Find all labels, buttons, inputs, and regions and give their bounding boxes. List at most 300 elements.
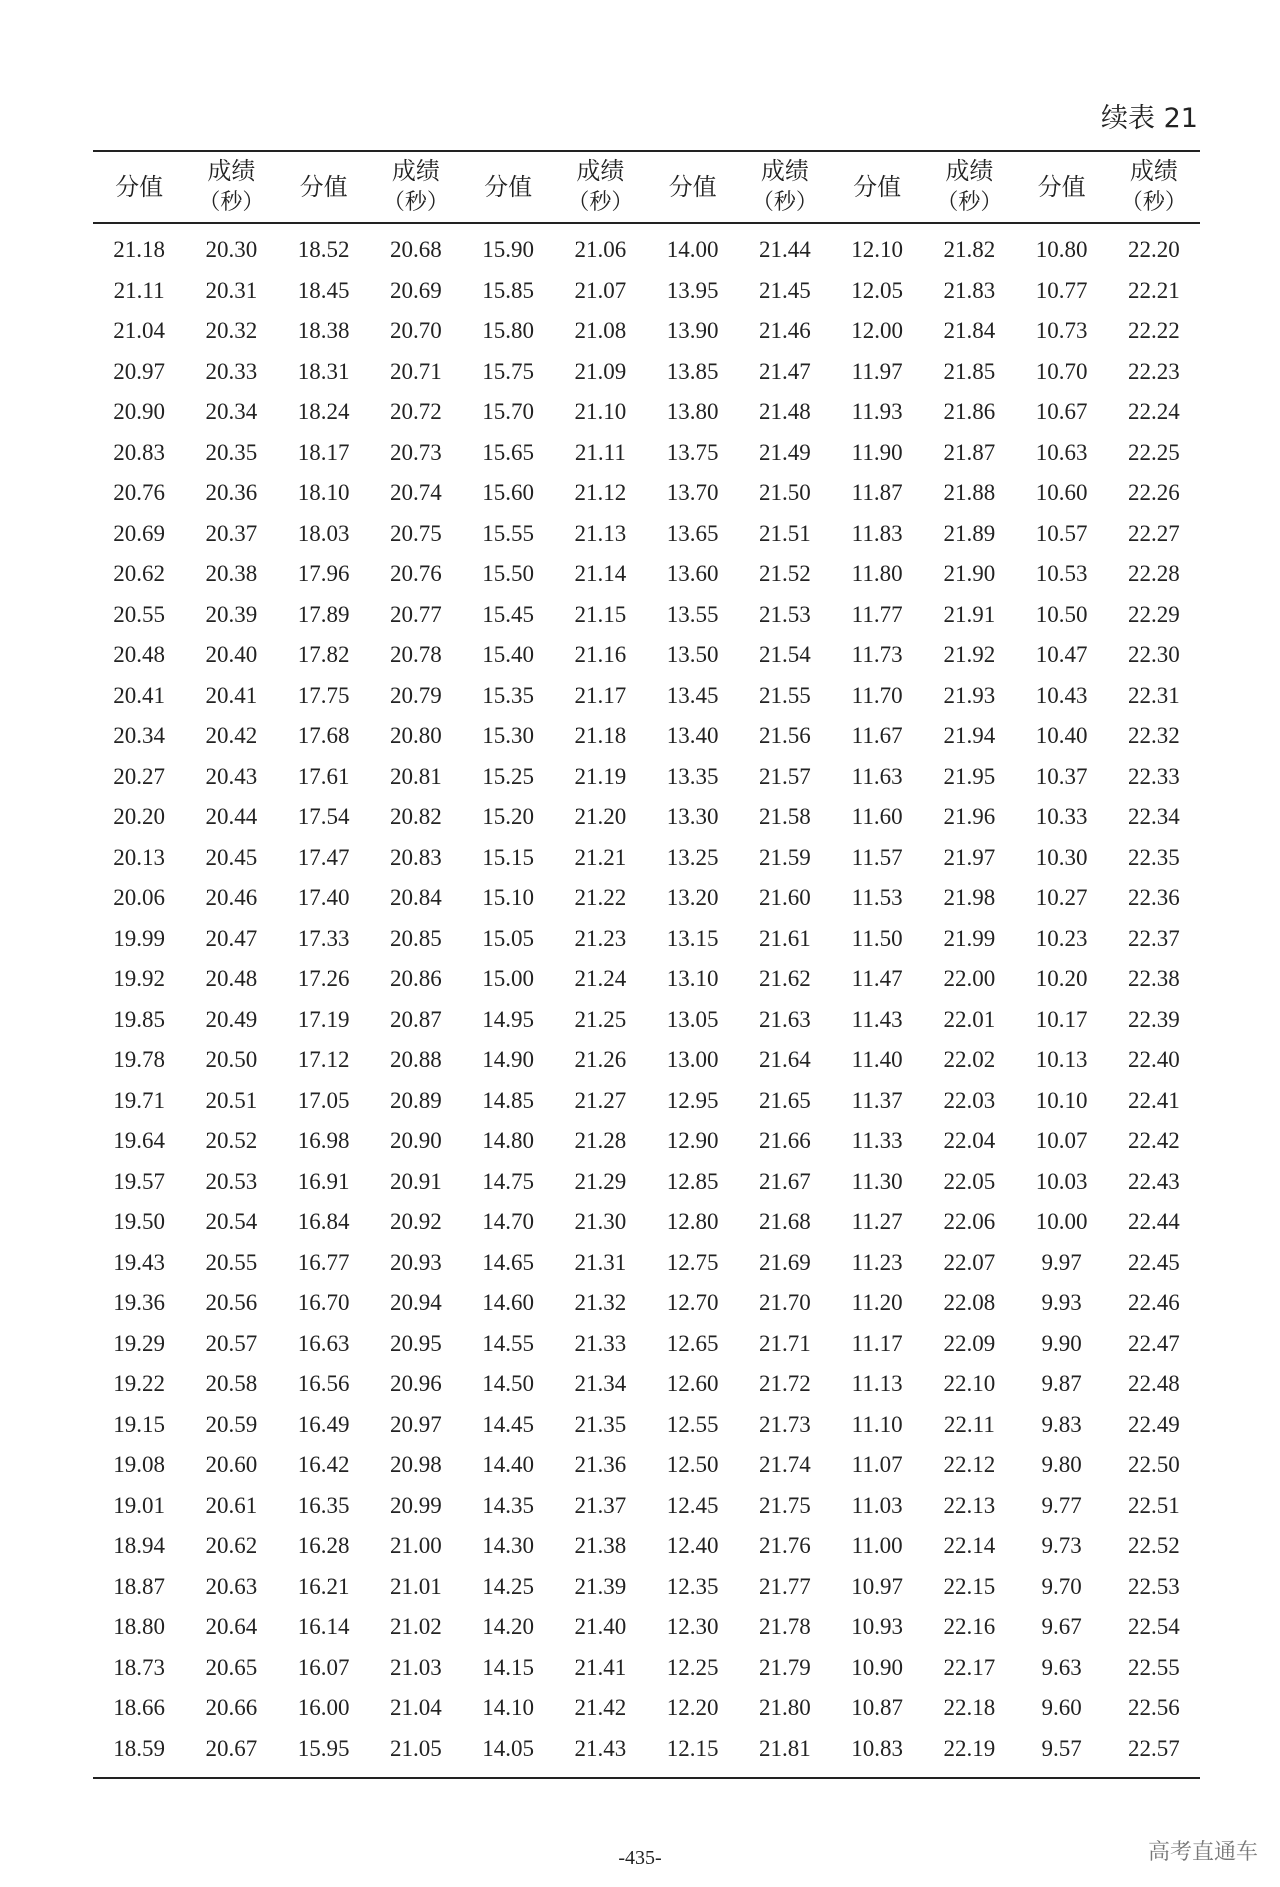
result-cell: 21.54 bbox=[759, 642, 811, 667]
result-cell: 22.44 bbox=[1128, 1209, 1180, 1234]
result-cell: 21.33 bbox=[574, 1330, 627, 1356]
table-row bbox=[93, 1607, 1200, 1648]
score-cell: 14.70 bbox=[482, 1209, 534, 1234]
header-result-unit: （秒） bbox=[567, 190, 634, 215]
score-cell: 17.61 bbox=[297, 763, 350, 789]
result-cell: 21.57 bbox=[759, 763, 811, 789]
result-cell: 20.79 bbox=[390, 682, 442, 708]
score-cell: 14.15 bbox=[482, 1654, 534, 1680]
score-cell: 10.93 bbox=[851, 1614, 903, 1639]
score-cell: 10.33 bbox=[1035, 804, 1088, 829]
result-cell: 21.71 bbox=[759, 1330, 811, 1356]
table-row bbox=[93, 514, 1200, 555]
score-cell: 11.67 bbox=[851, 723, 903, 748]
result-cell: 21.38 bbox=[574, 1533, 627, 1558]
result-cell: 21.37 bbox=[574, 1492, 627, 1518]
score-cell: 9.57 bbox=[1041, 1735, 1082, 1761]
score-cell: 11.17 bbox=[851, 1330, 903, 1356]
result-cell: 20.37 bbox=[205, 520, 258, 546]
result-cell: 20.74 bbox=[390, 480, 442, 505]
score-cell: 19.29 bbox=[113, 1330, 165, 1356]
score-cell: 13.90 bbox=[666, 318, 719, 343]
score-cell: 15.00 bbox=[482, 966, 534, 991]
score-cell: 11.73 bbox=[851, 642, 903, 667]
result-cell: 21.27 bbox=[574, 1087, 627, 1113]
result-cell: 21.18 bbox=[574, 723, 627, 748]
result-cell: 20.86 bbox=[390, 966, 442, 991]
result-cell: 20.53 bbox=[205, 1168, 258, 1194]
result-cell: 21.63 bbox=[759, 1006, 811, 1032]
score-cell: 9.60 bbox=[1041, 1695, 1082, 1720]
result-cell: 20.45 bbox=[205, 844, 258, 870]
result-cell: 20.83 bbox=[390, 844, 442, 870]
score-cell: 11.93 bbox=[851, 399, 903, 424]
table-row bbox=[93, 1081, 1200, 1122]
result-cell: 21.16 bbox=[574, 642, 627, 667]
score-cell: 15.05 bbox=[482, 925, 534, 951]
result-cell: 21.81 bbox=[759, 1735, 811, 1761]
result-cell: 22.18 bbox=[943, 1695, 996, 1720]
score-cell: 13.80 bbox=[666, 399, 719, 424]
result-cell: 21.15 bbox=[574, 601, 627, 627]
score-cell: 15.55 bbox=[482, 520, 534, 546]
result-cell: 21.62 bbox=[759, 966, 811, 991]
result-cell: 22.38 bbox=[1128, 966, 1180, 991]
score-cell: 17.40 bbox=[297, 885, 350, 910]
score-cell: 14.00 bbox=[666, 237, 719, 262]
result-cell: 22.11 bbox=[943, 1411, 995, 1437]
result-cell: 20.41 bbox=[205, 682, 258, 708]
result-cell: 22.20 bbox=[1128, 237, 1180, 262]
score-cell: 18.80 bbox=[113, 1614, 165, 1639]
score-cell: 16.70 bbox=[297, 1290, 350, 1315]
table-row bbox=[93, 1121, 1200, 1162]
result-cell: 21.50 bbox=[759, 480, 811, 505]
result-cell: 22.13 bbox=[943, 1492, 996, 1518]
result-cell: 21.25 bbox=[574, 1006, 627, 1032]
result-cell: 22.27 bbox=[1128, 520, 1180, 546]
result-cell: 22.29 bbox=[1128, 601, 1180, 627]
result-cell: 20.64 bbox=[205, 1614, 258, 1639]
score-cell: 17.96 bbox=[297, 561, 350, 586]
result-cell: 22.03 bbox=[943, 1087, 996, 1113]
score-cell: 16.21 bbox=[297, 1573, 350, 1599]
score-cell: 9.97 bbox=[1041, 1249, 1082, 1275]
score-cell: 12.95 bbox=[666, 1087, 719, 1113]
score-cell: 19.08 bbox=[113, 1452, 165, 1477]
score-cell: 9.83 bbox=[1041, 1411, 1082, 1437]
result-cell: 21.78 bbox=[759, 1614, 811, 1639]
result-cell: 20.50 bbox=[205, 1047, 258, 1072]
header-score: 分值 bbox=[668, 173, 717, 201]
result-cell: 21.87 bbox=[943, 439, 996, 465]
result-cell: 20.57 bbox=[205, 1330, 258, 1356]
result-cell: 21.52 bbox=[759, 561, 811, 586]
table-row bbox=[93, 1405, 1200, 1446]
header-result-label: 成绩 bbox=[576, 157, 625, 185]
score-cell: 12.75 bbox=[666, 1249, 719, 1275]
result-cell: 21.09 bbox=[574, 358, 627, 384]
result-cell: 20.80 bbox=[390, 723, 442, 748]
result-cell: 21.19 bbox=[574, 763, 627, 789]
score-cell: 10.10 bbox=[1035, 1087, 1088, 1113]
table-row bbox=[93, 838, 1200, 879]
score-cell: 11.57 bbox=[851, 844, 903, 870]
result-cell: 20.39 bbox=[205, 601, 258, 627]
result-cell: 20.63 bbox=[205, 1573, 258, 1599]
header-result-unit: （秒） bbox=[198, 190, 265, 215]
score-cell: 14.85 bbox=[482, 1087, 534, 1113]
result-cell: 21.42 bbox=[574, 1695, 627, 1720]
result-cell: 22.41 bbox=[1128, 1087, 1180, 1113]
result-cell: 20.58 bbox=[205, 1371, 258, 1396]
result-cell: 22.43 bbox=[1128, 1168, 1180, 1194]
result-cell: 21.97 bbox=[943, 844, 996, 870]
result-cell: 21.35 bbox=[574, 1411, 627, 1437]
score-cell: 12.85 bbox=[666, 1168, 719, 1194]
score-cell: 20.62 bbox=[113, 561, 165, 586]
table-caption: 续表 21 bbox=[1101, 103, 1198, 134]
score-cell: 14.40 bbox=[482, 1452, 534, 1477]
page-number: -435- bbox=[618, 1847, 662, 1869]
score-cell: 9.93 bbox=[1041, 1290, 1082, 1315]
score-cell: 14.10 bbox=[482, 1695, 534, 1720]
table-row bbox=[93, 1202, 1200, 1243]
score-cell: 11.87 bbox=[851, 480, 903, 505]
score-cell: 18.45 bbox=[297, 277, 350, 303]
score-cell: 16.91 bbox=[297, 1168, 350, 1194]
result-cell: 20.35 bbox=[205, 439, 258, 465]
score-cell: 15.30 bbox=[482, 723, 534, 748]
score-cell: 18.17 bbox=[297, 439, 350, 465]
result-cell: 21.75 bbox=[759, 1492, 811, 1518]
result-cell: 20.66 bbox=[205, 1695, 258, 1720]
score-cell: 15.15 bbox=[482, 844, 534, 870]
header-result-label: 成绩 bbox=[391, 157, 440, 185]
result-cell: 20.85 bbox=[390, 925, 442, 951]
table-row bbox=[93, 878, 1200, 919]
result-cell: 20.62 bbox=[205, 1533, 258, 1558]
score-cell: 13.50 bbox=[666, 642, 719, 667]
result-cell: 22.56 bbox=[1128, 1695, 1180, 1720]
result-cell: 21.11 bbox=[574, 439, 626, 465]
result-cell: 21.22 bbox=[574, 885, 627, 910]
score-cell: 11.47 bbox=[851, 966, 903, 991]
score-cell: 13.00 bbox=[666, 1047, 719, 1072]
score-cell: 11.10 bbox=[851, 1411, 903, 1437]
result-cell: 21.99 bbox=[943, 925, 996, 951]
table-body bbox=[93, 223, 1200, 1778]
result-cell: 21.10 bbox=[574, 399, 627, 424]
score-cell: 20.48 bbox=[113, 642, 165, 667]
header-row bbox=[93, 151, 1200, 223]
score-cell: 14.90 bbox=[482, 1047, 534, 1072]
header-result bbox=[923, 151, 1015, 223]
result-cell: 20.77 bbox=[390, 601, 442, 627]
score-cell: 19.99 bbox=[113, 925, 165, 951]
score-cell: 12.40 bbox=[666, 1533, 719, 1558]
score-cell: 19.64 bbox=[113, 1128, 165, 1153]
result-cell: 20.42 bbox=[205, 723, 258, 748]
score-cell: 15.95 bbox=[297, 1735, 350, 1761]
score-cell: 10.07 bbox=[1035, 1128, 1088, 1153]
table-row bbox=[93, 1000, 1200, 1041]
result-cell: 21.82 bbox=[943, 237, 996, 262]
score-cell: 10.77 bbox=[1035, 277, 1088, 303]
score-cell: 11.43 bbox=[851, 1006, 903, 1032]
result-cell: 21.29 bbox=[574, 1168, 627, 1194]
score-cell: 13.20 bbox=[666, 885, 719, 910]
score-cell: 19.15 bbox=[113, 1411, 165, 1437]
result-cell: 22.25 bbox=[1128, 439, 1180, 465]
score-cell: 20.20 bbox=[113, 804, 165, 829]
result-cell: 20.88 bbox=[390, 1047, 442, 1072]
result-cell: 20.55 bbox=[205, 1249, 258, 1275]
score-cell: 12.15 bbox=[666, 1735, 719, 1761]
result-cell: 20.36 bbox=[205, 480, 258, 505]
result-cell: 21.94 bbox=[943, 723, 996, 748]
result-cell: 22.23 bbox=[1128, 358, 1180, 384]
score-cell: 11.80 bbox=[851, 561, 903, 586]
table-row bbox=[93, 223, 1200, 271]
result-cell: 21.72 bbox=[759, 1371, 811, 1396]
result-cell: 22.10 bbox=[943, 1371, 996, 1396]
table-row bbox=[93, 271, 1200, 312]
header-result-label: 成绩 bbox=[945, 157, 994, 185]
result-cell: 21.51 bbox=[759, 520, 811, 546]
score-cell: 13.95 bbox=[666, 277, 719, 303]
result-cell: 20.30 bbox=[205, 237, 258, 262]
score-cell: 16.49 bbox=[297, 1411, 350, 1437]
score-cell: 11.37 bbox=[851, 1087, 903, 1113]
result-cell: 20.81 bbox=[390, 763, 442, 789]
score-cell: 19.85 bbox=[113, 1006, 165, 1032]
result-cell: 21.68 bbox=[759, 1209, 811, 1234]
result-cell: 22.32 bbox=[1128, 723, 1180, 748]
result-cell: 22.52 bbox=[1128, 1533, 1180, 1558]
result-cell: 21.79 bbox=[759, 1654, 811, 1680]
score-cell: 21.18 bbox=[113, 237, 165, 262]
score-cell: 13.70 bbox=[666, 480, 719, 505]
result-cell: 21.04 bbox=[390, 1695, 442, 1720]
score-cell: 18.59 bbox=[113, 1735, 165, 1761]
score-cell: 14.20 bbox=[482, 1614, 534, 1639]
result-cell: 21.47 bbox=[759, 358, 811, 384]
score-cell: 16.14 bbox=[297, 1614, 350, 1639]
score-cell: 20.06 bbox=[113, 885, 165, 910]
score-cell: 10.90 bbox=[851, 1654, 903, 1680]
result-cell: 22.54 bbox=[1128, 1614, 1180, 1639]
result-cell: 20.97 bbox=[390, 1411, 442, 1437]
score-cell: 10.87 bbox=[851, 1695, 903, 1720]
result-cell: 21.69 bbox=[759, 1249, 811, 1275]
score-cell: 10.53 bbox=[1035, 561, 1088, 586]
score-cell: 10.40 bbox=[1035, 723, 1088, 748]
score-cell: 14.25 bbox=[482, 1573, 534, 1599]
table-header bbox=[93, 151, 1200, 223]
score-cell: 11.23 bbox=[851, 1249, 903, 1275]
score-cell: 13.10 bbox=[666, 966, 719, 991]
score-cell: 9.80 bbox=[1041, 1452, 1082, 1477]
table-row bbox=[93, 757, 1200, 798]
result-cell: 21.91 bbox=[943, 601, 996, 627]
result-cell: 22.34 bbox=[1128, 804, 1180, 829]
result-cell: 20.99 bbox=[390, 1492, 442, 1518]
result-cell: 20.71 bbox=[390, 358, 442, 384]
result-cell: 21.73 bbox=[759, 1411, 811, 1437]
result-cell: 20.49 bbox=[205, 1006, 258, 1032]
score-cell: 18.38 bbox=[297, 318, 350, 343]
result-cell: 21.46 bbox=[759, 318, 811, 343]
result-cell: 22.39 bbox=[1128, 1006, 1180, 1032]
score-cell: 14.80 bbox=[482, 1128, 534, 1153]
result-cell: 20.98 bbox=[390, 1452, 442, 1477]
score-cell: 16.56 bbox=[297, 1371, 350, 1396]
header-result bbox=[554, 151, 646, 223]
score-cell: 10.23 bbox=[1035, 925, 1088, 951]
table-row bbox=[93, 1526, 1200, 1567]
score-cell: 12.35 bbox=[666, 1573, 719, 1599]
result-cell: 20.51 bbox=[205, 1087, 258, 1113]
header-result bbox=[739, 151, 831, 223]
score-cell: 12.30 bbox=[666, 1614, 719, 1639]
result-cell: 22.15 bbox=[943, 1573, 996, 1599]
score-cell: 12.25 bbox=[666, 1654, 719, 1680]
result-cell: 21.02 bbox=[390, 1614, 442, 1639]
header-result bbox=[1108, 151, 1200, 223]
result-cell: 21.00 bbox=[390, 1533, 442, 1558]
score-cell: 10.60 bbox=[1035, 480, 1088, 505]
result-cell: 21.26 bbox=[574, 1047, 627, 1072]
score-cell: 9.67 bbox=[1041, 1614, 1082, 1639]
score-cell: 11.07 bbox=[851, 1452, 903, 1477]
score-cell: 16.84 bbox=[297, 1209, 350, 1234]
result-cell: 21.53 bbox=[759, 601, 811, 627]
score-cell: 12.80 bbox=[666, 1209, 719, 1234]
result-cell: 22.53 bbox=[1128, 1573, 1180, 1599]
result-cell: 20.33 bbox=[205, 358, 258, 384]
score-cell: 20.90 bbox=[113, 399, 165, 424]
result-cell: 22.07 bbox=[943, 1249, 996, 1275]
result-cell: 22.45 bbox=[1128, 1249, 1180, 1275]
result-cell: 21.66 bbox=[759, 1128, 811, 1153]
score-cell: 20.97 bbox=[113, 358, 165, 384]
score-cell: 10.17 bbox=[1035, 1006, 1088, 1032]
score-cell: 15.25 bbox=[482, 763, 534, 789]
table-row bbox=[93, 919, 1200, 960]
table-row bbox=[93, 352, 1200, 393]
score-cell: 13.60 bbox=[666, 561, 719, 586]
score-cell: 11.70 bbox=[851, 682, 903, 708]
score-cell: 10.43 bbox=[1035, 682, 1088, 708]
result-cell: 20.92 bbox=[390, 1209, 442, 1234]
score-cell: 19.22 bbox=[113, 1371, 165, 1396]
header-score: 分值 bbox=[299, 173, 348, 201]
score-cell: 14.65 bbox=[482, 1249, 534, 1275]
result-cell: 21.58 bbox=[759, 804, 811, 829]
score-cell: 19.57 bbox=[113, 1168, 165, 1194]
result-cell: 21.61 bbox=[759, 925, 811, 951]
header-result-unit: （秒） bbox=[751, 190, 818, 215]
result-cell: 20.61 bbox=[205, 1492, 258, 1518]
score-cell: 19.71 bbox=[113, 1087, 165, 1113]
score-cell: 16.07 bbox=[297, 1654, 350, 1680]
score-cell: 10.27 bbox=[1035, 885, 1088, 910]
result-cell: 21.12 bbox=[574, 480, 627, 505]
score-cell: 20.41 bbox=[113, 682, 165, 708]
result-cell: 21.41 bbox=[574, 1654, 627, 1680]
result-cell: 20.65 bbox=[205, 1654, 258, 1680]
result-cell: 20.93 bbox=[390, 1249, 442, 1275]
header-score: 分值 bbox=[484, 173, 533, 201]
header-result-label: 成绩 bbox=[760, 157, 809, 185]
score-cell: 10.30 bbox=[1035, 844, 1088, 870]
score-cell: 17.26 bbox=[297, 966, 350, 991]
score-cell: 14.35 bbox=[482, 1492, 534, 1518]
score-cell: 15.80 bbox=[482, 318, 534, 343]
result-cell: 20.34 bbox=[205, 399, 258, 424]
score-cell: 20.27 bbox=[113, 763, 165, 789]
table-row bbox=[93, 1648, 1200, 1689]
result-cell: 21.98 bbox=[943, 885, 996, 910]
score-cell: 10.20 bbox=[1035, 966, 1088, 991]
header-result bbox=[185, 151, 277, 223]
result-cell: 21.84 bbox=[943, 318, 996, 343]
result-cell: 22.36 bbox=[1128, 885, 1180, 910]
result-cell: 22.47 bbox=[1128, 1330, 1180, 1356]
result-cell: 22.01 bbox=[943, 1006, 996, 1032]
score-cell: 10.83 bbox=[851, 1735, 903, 1761]
table-row bbox=[93, 676, 1200, 717]
result-cell: 22.37 bbox=[1128, 925, 1180, 951]
result-cell: 22.24 bbox=[1128, 399, 1180, 424]
table-row bbox=[93, 635, 1200, 676]
score-cell: 14.60 bbox=[482, 1290, 534, 1315]
score-cell: 15.85 bbox=[482, 277, 534, 303]
score-cell: 15.75 bbox=[482, 358, 534, 384]
score-cell: 15.40 bbox=[482, 642, 534, 667]
score-cell: 13.45 bbox=[666, 682, 719, 708]
score-cell: 17.12 bbox=[297, 1047, 350, 1072]
result-cell: 21.64 bbox=[759, 1047, 811, 1072]
score-cell: 11.50 bbox=[851, 925, 903, 951]
table-row bbox=[93, 1445, 1200, 1486]
result-cell: 20.75 bbox=[390, 520, 442, 546]
score-cell: 9.63 bbox=[1041, 1654, 1082, 1680]
result-cell: 21.90 bbox=[943, 561, 996, 586]
score-cell: 19.43 bbox=[113, 1249, 165, 1275]
result-cell: 21.14 bbox=[574, 561, 627, 586]
score-cell: 10.03 bbox=[1035, 1168, 1088, 1194]
score-cell: 17.33 bbox=[297, 925, 350, 951]
table-row bbox=[93, 1243, 1200, 1284]
result-cell: 20.94 bbox=[390, 1290, 442, 1315]
result-cell: 20.82 bbox=[390, 804, 442, 829]
watermark: 高考直通车 bbox=[1147, 1840, 1258, 1865]
score-cell: 13.25 bbox=[666, 844, 719, 870]
table-row bbox=[93, 1567, 1200, 1608]
score-cell: 11.27 bbox=[851, 1209, 903, 1234]
score-cell: 9.90 bbox=[1041, 1330, 1082, 1356]
score-cell: 18.87 bbox=[113, 1573, 165, 1599]
score-cell: 19.01 bbox=[113, 1492, 165, 1518]
score-cell: 13.85 bbox=[666, 358, 719, 384]
score-cell: 11.03 bbox=[851, 1492, 903, 1518]
score-cell: 17.05 bbox=[297, 1087, 350, 1113]
score-cell: 20.69 bbox=[113, 520, 165, 546]
result-cell: 22.19 bbox=[943, 1735, 996, 1761]
result-cell: 20.89 bbox=[390, 1087, 442, 1113]
